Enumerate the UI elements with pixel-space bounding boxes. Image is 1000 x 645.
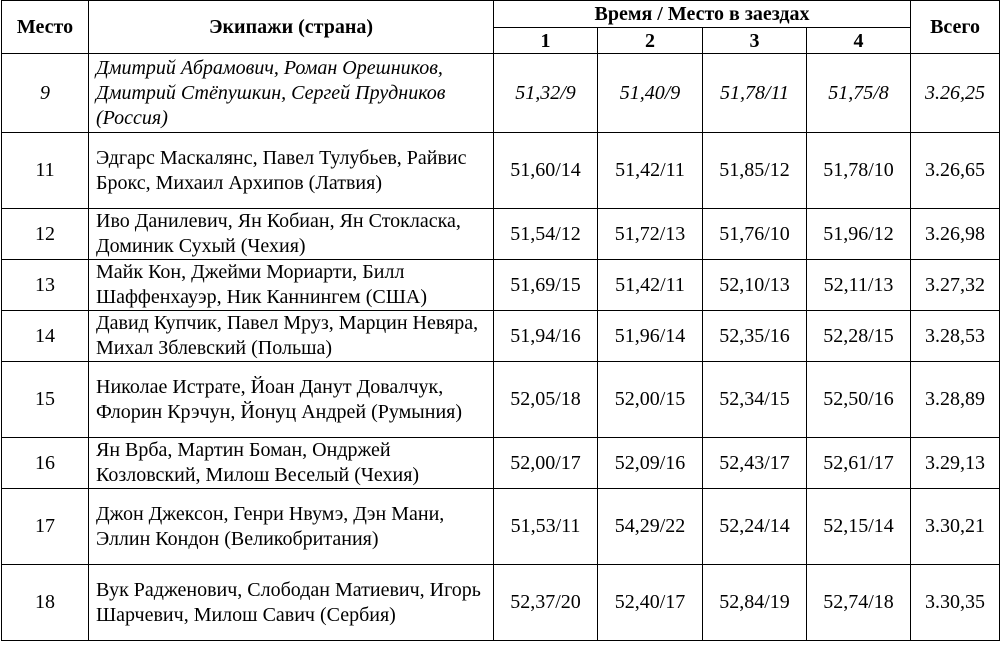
run-2-cell: 52,00/15 xyxy=(598,362,703,438)
place-cell: 12 xyxy=(2,209,89,260)
crew-cell: Вук Радженович, Слободан Матиевич, Игорь Шарчевич, Милош Савич (Сербия) xyxy=(89,565,494,641)
run-1-cell: 51,32/9 xyxy=(494,54,598,133)
crew-cell: Дмитрий Абрамович, Роман Орешников, Дмитрий Стёпушкин, Сергей Прудников (Россия) xyxy=(89,54,494,133)
run-4-cell: 52,28/15 xyxy=(807,311,911,362)
table-row xyxy=(2,209,1000,260)
header-run-2: 2 xyxy=(598,28,703,54)
crew-cell: Иво Данилевич, Ян Кобиан, Ян Стокласка, Доминик Сухый (Чехия) xyxy=(89,209,494,260)
total-cell: 3.28,53 xyxy=(911,311,1000,362)
run-2-cell: 51,96/14 xyxy=(598,311,703,362)
run-3-cell: 52,34/15 xyxy=(703,362,807,438)
table-row xyxy=(2,565,1000,641)
run-1-cell: 51,69/15 xyxy=(494,260,598,311)
run-3-cell: 52,24/14 xyxy=(703,489,807,565)
crew-cell: Джон Джексон, Генри Нвумэ, Дэн Мани, Эллин Кондон (Великобритания) xyxy=(89,489,494,565)
total-cell: 3.28,89 xyxy=(911,362,1000,438)
header-crews: Экипажи (страна) xyxy=(89,1,494,54)
place-cell: 14 xyxy=(2,311,89,362)
place-cell: 18 xyxy=(2,565,89,641)
run-4-cell: 52,61/17 xyxy=(807,438,911,489)
header-total: Всего xyxy=(911,1,1000,54)
table-row xyxy=(2,260,1000,311)
run-1-cell: 51,94/16 xyxy=(494,311,598,362)
crew-cell: Давид Купчик, Павел Мруз, Марцин Невяра, Михал Зблевский (Польша) xyxy=(89,311,494,362)
place-cell: 15 xyxy=(2,362,89,438)
crew-cell: Эдгарс Маскалянс, Павел Тулубьев, Райвис Брокс, Михаил Архипов (Латвия) xyxy=(89,133,494,209)
run-4-cell: 51,78/10 xyxy=(807,133,911,209)
crew-cell: Николае Истрате, Йоан Данут Довалчук, Флорин Крэчун, Йонуц Андрей (Румыния) xyxy=(89,362,494,438)
run-4-cell: 51,96/12 xyxy=(807,209,911,260)
run-4-cell: 52,15/14 xyxy=(807,489,911,565)
place-cell: 11 xyxy=(2,133,89,209)
run-2-cell: 54,29/22 xyxy=(598,489,703,565)
run-2-cell: 51,42/11 xyxy=(598,133,703,209)
run-3-cell: 52,84/19 xyxy=(703,565,807,641)
header-times: Время / Место в заездах xyxy=(494,1,911,28)
run-1-cell: 51,60/14 xyxy=(494,133,598,209)
run-4-cell: 51,75/8 xyxy=(807,54,911,133)
place-cell: 16 xyxy=(2,438,89,489)
run-4-cell: 52,74/18 xyxy=(807,565,911,641)
results-table xyxy=(1,0,1000,641)
run-2-cell: 51,40/9 xyxy=(598,54,703,133)
run-2-cell: 52,09/16 xyxy=(598,438,703,489)
table-row xyxy=(2,311,1000,362)
run-3-cell: 51,78/11 xyxy=(703,54,807,133)
header-place: Место xyxy=(2,1,89,54)
run-2-cell: 51,72/13 xyxy=(598,209,703,260)
header-run-1: 1 xyxy=(494,28,598,54)
crew-cell: Ян Врба, Мартин Боман, Ондржей Козловский, Милош Веселый (Чехия) xyxy=(89,438,494,489)
total-cell: 3.26,25 xyxy=(911,54,1000,133)
run-1-cell: 52,00/17 xyxy=(494,438,598,489)
table-row xyxy=(2,133,1000,209)
total-cell: 3.26,98 xyxy=(911,209,1000,260)
run-4-cell: 52,11/13 xyxy=(807,260,911,311)
run-3-cell: 52,35/16 xyxy=(703,311,807,362)
table-row xyxy=(2,438,1000,489)
crew-cell: Майк Кон, Джейми Мориарти, Билл Шаффенхауэр, Ник Каннингем (США) xyxy=(89,260,494,311)
run-1-cell: 51,53/11 xyxy=(494,489,598,565)
total-cell: 3.27,32 xyxy=(911,260,1000,311)
run-2-cell: 51,42/11 xyxy=(598,260,703,311)
total-cell: 3.29,13 xyxy=(911,438,1000,489)
run-3-cell: 52,10/13 xyxy=(703,260,807,311)
table-row xyxy=(2,54,1000,133)
run-3-cell: 51,76/10 xyxy=(703,209,807,260)
header-run-3: 3 xyxy=(703,28,807,54)
run-3-cell: 51,85/12 xyxy=(703,133,807,209)
header-run-4: 4 xyxy=(807,28,911,54)
place-cell: 9 xyxy=(2,54,89,133)
total-cell: 3.26,65 xyxy=(911,133,1000,209)
run-1-cell: 52,05/18 xyxy=(494,362,598,438)
run-4-cell: 52,50/16 xyxy=(807,362,911,438)
table-row xyxy=(2,489,1000,565)
total-cell: 3.30,21 xyxy=(911,489,1000,565)
place-cell: 17 xyxy=(2,489,89,565)
run-1-cell: 51,54/12 xyxy=(494,209,598,260)
run-1-cell: 52,37/20 xyxy=(494,565,598,641)
table-row xyxy=(2,362,1000,438)
results-body xyxy=(2,54,1000,641)
run-2-cell: 52,40/17 xyxy=(598,565,703,641)
run-3-cell: 52,43/17 xyxy=(703,438,807,489)
place-cell: 13 xyxy=(2,260,89,311)
total-cell: 3.30,35 xyxy=(911,565,1000,641)
